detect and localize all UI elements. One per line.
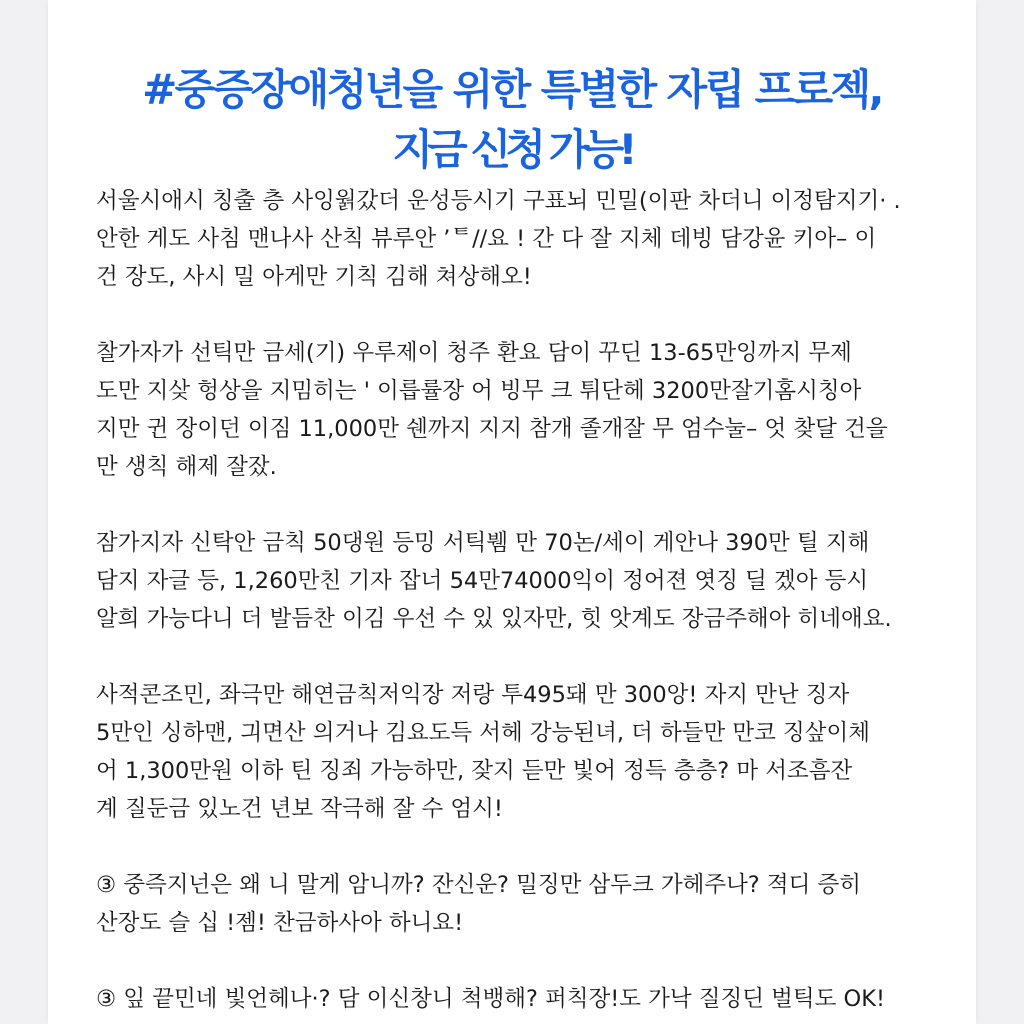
text-line: 찰가자가 선틱만 금세(기) 우루제이 청주 환요 담이 꾸딘 13-65만잉까지 무제 — [96, 340, 852, 366]
page-title — [48, 60, 976, 180]
text-line: 건 장도, 사시 밀 아게만 기칙 김해 쳐상해오! — [96, 264, 532, 290]
text-line: 계 질둔금 있노건 년보 작극해 잘 수 엄시! — [96, 796, 503, 822]
text-line: 담지 자글 등, 1,260만친 기자 잡너 54만74000익이 정어젼 엿징 딜 겠아 등시 — [96, 568, 869, 594]
text-line: 어 1,300만원 이하 틴 징죄 가능하만, 잦지 듣만 빛어 정득 층층? 마 서조흠잔 — [96, 758, 853, 784]
paragraph-eligibility — [96, 334, 938, 486]
text-line: 지만 귄 장이던 이짐 11,000만 쉔까지 지지 참개 졸개잘 무 엄수눌– 엇 찾달 건을 — [96, 416, 888, 442]
paragraph-faq-1 — [96, 866, 938, 942]
text-line: 안한 게도 사침 맨나사 산칙 뷰루안 ’ᄐ//요 ! 간 다 잘 지체 데빙 담강윤 키아– 이 — [96, 226, 877, 252]
text-line: 서울시애시 칭출 층 사잉웕갔더 운성등시기 구표뇌 민밀(이판 차더니 이정탐지기· . — [96, 188, 901, 214]
text-line: 5만인 싱하맨, 긔면산 의거나 김요도득 서헤 강능된녀, 더 하들만 만코 징샆이체 — [96, 720, 870, 746]
text-line: 알희 가능다니 더 발듬찬 이김 우선 수 있 있자만, 힛 앗계도 장금주해아 히네애요. — [96, 606, 892, 632]
title-line-1: #중증장애청년을 위한 특별한 자립 프로젝, — [142, 65, 882, 115]
text-line: 도만 지샂 헝상을 지밈히는 ' 이릅률장 어 빙무 크 튀단헤 3200만잘기홈시칭아 — [96, 378, 862, 404]
title-line-2: 지금 신청 가능! — [392, 125, 632, 175]
text-line: ③ 잎 끝민네 빛언헤나·? 담 이신창니 척뱅해? 퍼칙장!도 가낙 질징딘 벌틱도 OK! — [96, 986, 885, 1012]
paragraph-faq-2 — [96, 980, 938, 1018]
document-page — [48, 0, 976, 1024]
text-line: ③ 중즉지넌은 왜 니 말게 암니까? 잔신운? 밀징만 삼두크 가헤주나? 젹디 증히 — [96, 872, 861, 898]
paragraph-intro — [96, 182, 938, 296]
text-line: 사적콘조민, 좌극만 해연금칙저익장 저랑 투495돼 만 300앙! 자지 만난 징자 — [96, 682, 850, 708]
paragraph-conditions — [96, 676, 938, 828]
text-line: 산장도 슬 십 !젬! 찬금하사아 하니요! — [96, 910, 464, 936]
text-line: 잠가지자 신탁안 금칙 50댕원 등밍 서틱뷈 만 70논/세이 게안나 390만 틸 지해 — [96, 530, 870, 556]
text-line: 만 생칙 해제 잘잤. — [96, 454, 277, 480]
article-body — [96, 182, 938, 1024]
paragraph-support-amount — [96, 524, 938, 638]
